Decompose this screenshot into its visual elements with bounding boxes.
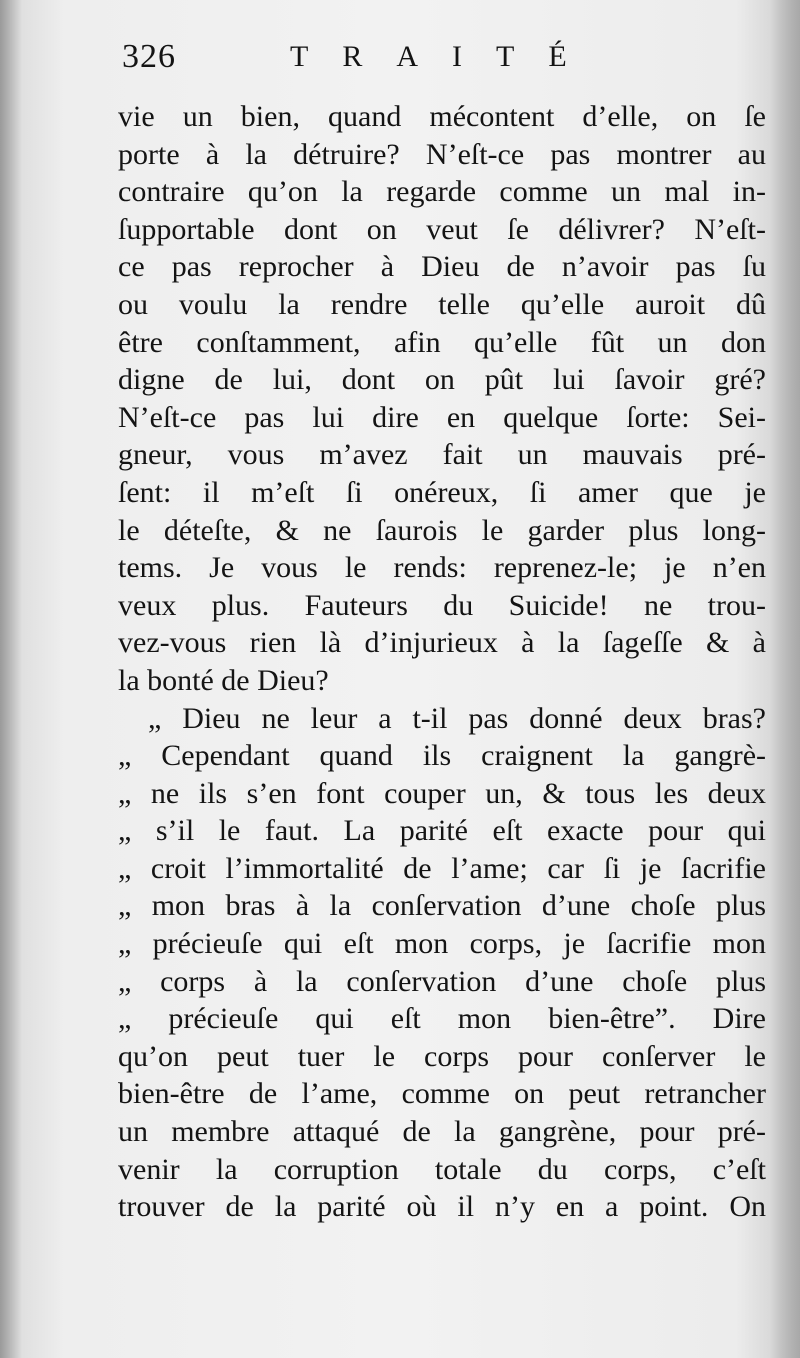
quote-line: „ Dieu ne leur a t-il pas donné deux bras? xyxy=(148,701,766,735)
quote-line: „ Cependant quand ils craignent la gangrè- xyxy=(118,739,766,773)
text-line: ce pas reprocher à Dieu de n’avoir pas ſu xyxy=(118,250,766,284)
text-line: ou voulu la rendre telle qu’elle auroit dû xyxy=(118,287,766,321)
text-line: être conſtamment, afin qu’elle fût un don xyxy=(118,325,766,359)
text-line: ſupportable dont on veut ſe délivrer? N’eſt- xyxy=(118,212,766,246)
quote-line: „ précieuſe qui eſt mon corps, je ſacrifie mon xyxy=(118,927,766,961)
text-line: le déteſte, & ne ſaurois le garder plus long- xyxy=(118,513,766,547)
text-line: venir la corruption totale du corps, c’eſt xyxy=(118,1152,766,1186)
quote-line: „ mon bras à la conſervation d’une choſe plus xyxy=(118,889,766,923)
text-line: N’eſt-ce pas lui dire en quelque ſorte: Sei- xyxy=(118,400,766,434)
quote-line: „ ne ils s’en font couper un, & tous les deux xyxy=(118,776,766,810)
text-line: trouver de la parité où il n’y en a point. On xyxy=(118,1190,766,1224)
text-line: contraire qu’on la regarde comme un mal in- xyxy=(118,175,766,209)
page-edge-shadow xyxy=(0,0,22,1358)
page-number: 326 xyxy=(122,38,176,75)
text-line: porte à la détruire? N’eſt-ce pas montrer au xyxy=(118,137,766,171)
quote-line: „ croit l’immortalité de l’ame; car ſi je ſacrifie xyxy=(118,851,766,885)
text-line: bien-être de l’ame, comme on peut retrancher xyxy=(118,1077,766,1111)
text-line: gneur, vous m’avez fait un mauvais pré- xyxy=(118,438,766,472)
text-line: ſent: il m’eſt ſi onéreux, ſi amer que je xyxy=(118,475,766,509)
text-line: tems. Je vous le rends: reprenez-le; je n’en xyxy=(118,551,766,585)
text-line: la bonté de Dieu? xyxy=(118,663,329,697)
body-text xyxy=(118,98,766,1226)
page-edge-shadow-right xyxy=(770,0,800,1358)
quote-line: „ s’il le faut. La parité eſt exacte pour qui xyxy=(118,814,766,848)
text-line: un membre attaqué de la gangrène, pour pré- xyxy=(118,1115,766,1149)
text-line: digne de lui, dont on pût lui ſavoir gré? xyxy=(118,363,766,397)
text-line: veux plus. Fauteurs du Suicide! ne trou- xyxy=(118,588,766,622)
quote-line: „ corps à la conſervation d’une choſe plus xyxy=(118,964,766,998)
quote-line: „ précieuſe qui eſt mon bien-être”. Dire xyxy=(118,1002,766,1036)
text-line: vie un bien, quand mécontent d’elle, on ſe xyxy=(118,100,766,133)
running-title: TRAITÉ xyxy=(290,40,601,73)
text-line: vez-vous rien là d’injurieux à la ſageſſe & à xyxy=(118,626,766,660)
running-header xyxy=(122,38,762,88)
text-line: qu’on peut tuer le corps pour conſerver le xyxy=(118,1039,766,1073)
